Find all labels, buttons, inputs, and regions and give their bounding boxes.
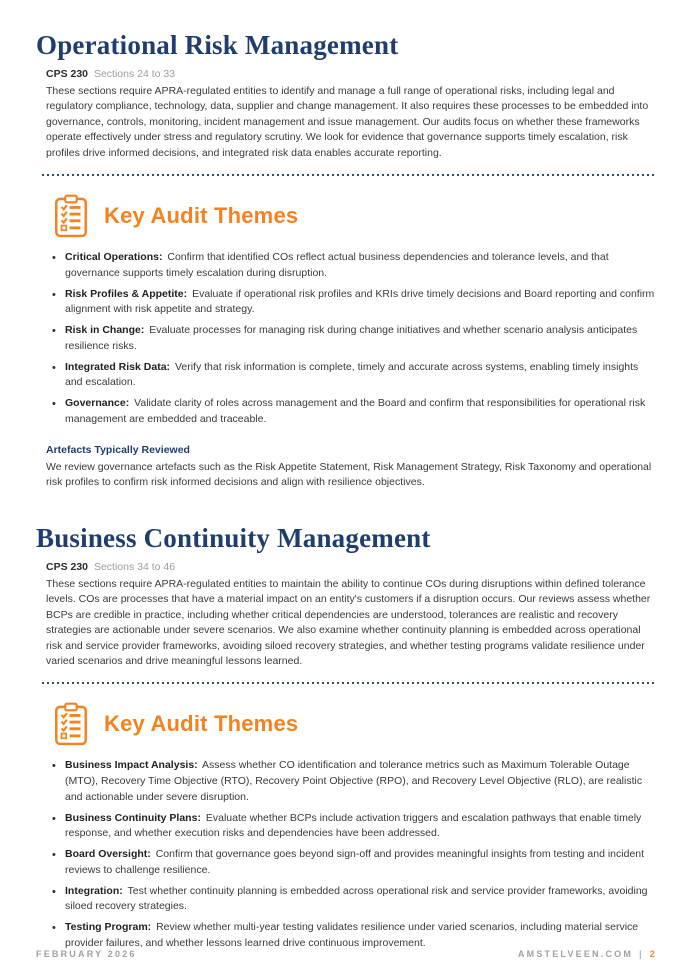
theme-text: Evaluate if operational risk profiles and KRIs drive timely decisions and Board reporting and confirm alignment with risk appetite and strategy. bbox=[65, 287, 655, 316]
audit-theme-item bbox=[52, 884, 657, 916]
theme-label: Business Impact Analysis: bbox=[65, 759, 198, 772]
artefacts-text: We review governance artefacts such as the Risk Appetite Statement, Risk Management Strategy, Risk Taxonomy and operational risk profiles to confirm risk informed decisions and align with resilience objectives. bbox=[46, 460, 652, 489]
theme-text: Evaluate processes for managing risk during change initiatives and whether scenario analysis anticipates resilience risks. bbox=[65, 324, 638, 352]
audit-themes-list bbox=[36, 758, 657, 951]
theme-label: Integrated Risk Data: bbox=[65, 360, 171, 373]
standard-meta bbox=[46, 560, 657, 575]
theme-label: Governance: bbox=[65, 397, 130, 410]
theme-label: Integration: bbox=[65, 884, 123, 897]
page-footer bbox=[36, 949, 657, 959]
theme-label: Risk Profiles & Appetite: bbox=[65, 287, 188, 300]
checklist-clipboard-icon bbox=[52, 194, 90, 238]
theme-text: Confirm that governance goes beyond sign-off and provides meaningful insights from testing and incident reviews to challenge resilience. bbox=[65, 848, 645, 876]
audit-theme-item bbox=[52, 847, 657, 879]
audit-theme-item bbox=[52, 396, 657, 428]
theme-label: Risk in Change: bbox=[65, 324, 145, 337]
key-audit-themes-heading: Key Audit Themes bbox=[104, 203, 299, 229]
key-audit-themes-header bbox=[52, 702, 657, 746]
audit-theme-item bbox=[52, 811, 657, 843]
key-audit-themes-header bbox=[52, 194, 657, 238]
section-operational-risk-management bbox=[36, 30, 657, 491]
audit-theme-item bbox=[52, 360, 657, 392]
theme-text: Verify that risk information is complete, timely and accurate across systems, enabling timely insights and escalation. bbox=[65, 360, 639, 389]
theme-label: Business Continuity Plans: bbox=[65, 811, 201, 824]
section-title: Business Continuity Management bbox=[36, 523, 431, 554]
theme-label: Critical Operations: bbox=[65, 251, 163, 264]
theme-text: Confirm that identified COs reflect actual business dependencies and tolerance levels, and that governance supports timely escalation during disruption. bbox=[65, 251, 609, 279]
theme-text: Review whether multi-year testing validates resilience under varied scenarios, including material service provider failures, and whether lessons learned drive continuous improvement. bbox=[65, 921, 639, 949]
theme-text: Evaluate whether BCPs include activation triggers and escalation pathways that enable timely response, and whether execution risks and dependencies have been addressed. bbox=[65, 811, 642, 840]
footer-date: FEBRUARY 2026 bbox=[36, 949, 137, 959]
audit-theme-item bbox=[52, 758, 657, 805]
artefacts-reviewed-block bbox=[36, 444, 657, 492]
key-audit-themes-heading: Key Audit Themes bbox=[104, 711, 299, 737]
theme-label: Board Oversight: bbox=[65, 848, 151, 861]
footer-site-link[interactable]: AMSTELVEEN.COM bbox=[517, 949, 634, 959]
standard-label: CPS 230 bbox=[46, 561, 89, 574]
footer-separator: | bbox=[639, 949, 644, 959]
standard-label: CPS 230 bbox=[46, 68, 89, 81]
theme-label: Testing Program: bbox=[65, 921, 152, 934]
audit-theme-item bbox=[52, 250, 657, 282]
artefacts-heading: Artefacts Typically Reviewed bbox=[46, 443, 190, 456]
section-title: Operational Risk Management bbox=[36, 30, 399, 60]
section-intro: These sections require APRA-regulated entities to identify and manage a full range of operational risks, including legal and regulatory compliance, technology, data, supplier and change management. It also requires these processes to be embedded into governance, controls, monitoring, incident management and issue management. Our audits focus on whether these frameworks operate effectively under stress and regulatory scrutiny. We look for evidence that governance supports timely escalation, risk profiles drive informed decisions, and integrated risk data enables accurate reporting. bbox=[46, 84, 649, 159]
footer-right bbox=[518, 949, 657, 959]
sections-range: Sections 24 to 33 bbox=[93, 68, 176, 81]
audit-theme-item bbox=[52, 920, 657, 952]
theme-text: Test whether continuity planning is embedded across operational risk and service provider frameworks, avoiding siloed recovery strategies. bbox=[65, 884, 648, 913]
sections-range: Sections 34 to 46 bbox=[93, 561, 176, 574]
dotted-divider bbox=[42, 682, 657, 684]
footer-page-number: 2 bbox=[649, 949, 657, 959]
theme-text: Validate clarity of roles across management and the Board and confirm that responsibilities for operational risk management are embedded and traceable. bbox=[65, 397, 646, 425]
theme-text: Assess whether CO identification and tolerance metrics such as Maximum Tolerable Outage (MTO), Recovery Time Objective (RTO), Recovery Point Objective (RPO), and Recovery Level Objective (RLO), are realistic and actionable under severe disruption. bbox=[65, 759, 643, 803]
standard-meta bbox=[46, 67, 657, 82]
dotted-divider bbox=[42, 174, 657, 176]
checklist-clipboard-icon bbox=[52, 702, 90, 746]
section-intro: These sections require APRA-regulated entities to maintain the ability to continue COs during disruptions within defined tolerance levels. COs are processes that have a material impact on an entity's customers if a disruption occurs. Our reviews assess whether BCPs are credible in practice, including whether critical dependencies are understood, tolerances are realistic and recovery strategies are actionable under severe scenarios. We also examine whether continuity planning is embedded across operational risk and service provider frameworks, avoiding siloed recovery strategies, and whether testing programs validate resilience under varied scenarios and drive meaningful lessons learned. bbox=[46, 577, 651, 668]
section-business-continuity-management bbox=[36, 523, 657, 952]
audit-themes-list bbox=[36, 250, 657, 428]
audit-theme-item bbox=[52, 323, 657, 355]
audit-theme-item bbox=[52, 287, 657, 319]
